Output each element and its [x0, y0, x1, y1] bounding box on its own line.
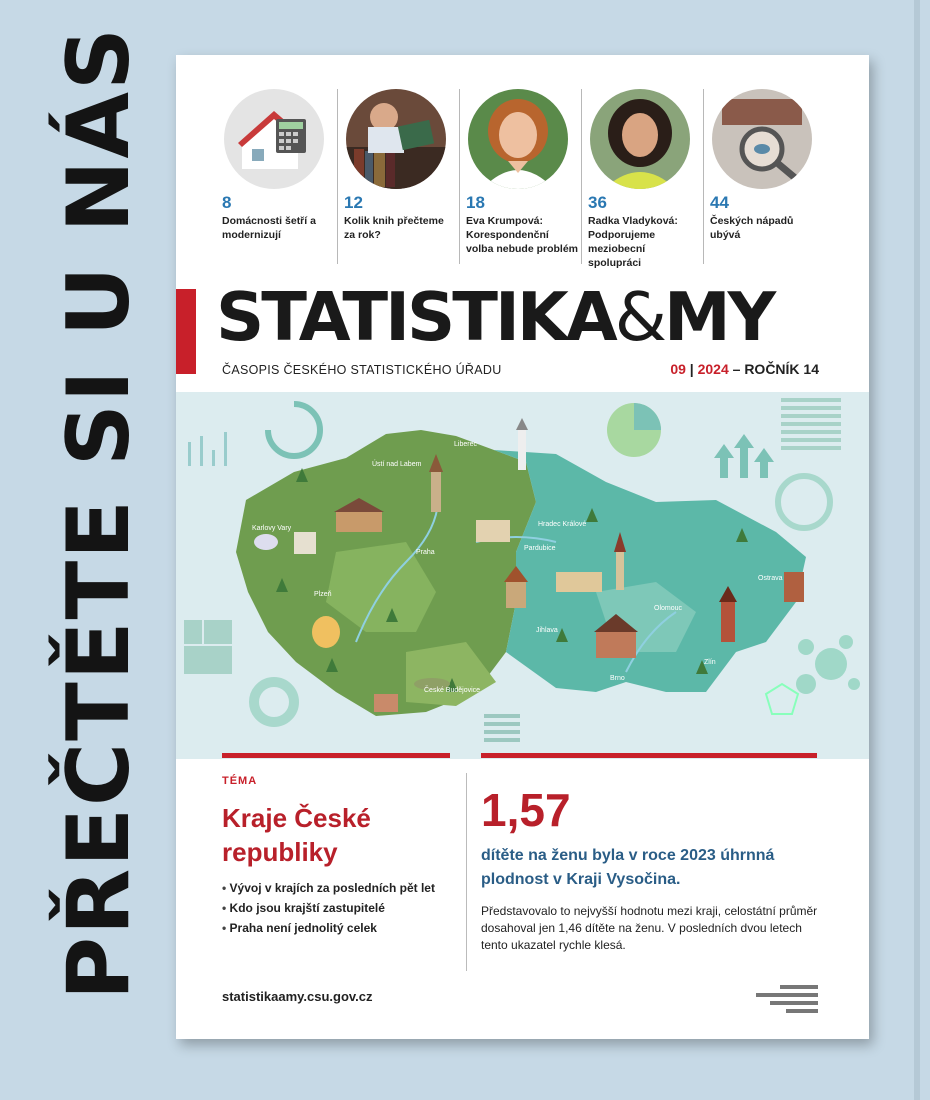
side-banner-text: PŘEČTĚTE SI U NÁS [49, 26, 149, 1000]
magnifier-thumb [712, 89, 812, 189]
teaser-title: Eva Krumpová: Korespondenční volba nebude problém [466, 215, 579, 255]
map-label-karlovy-vary: Karlovy Vary [252, 525, 292, 532]
section-rule-left [222, 753, 450, 758]
map-label-jihlava: Jihlava [536, 627, 558, 634]
section-rule-right [481, 753, 817, 758]
teaser-title: Kolik knih přečteme za rok? [344, 215, 444, 241]
column-divider [466, 773, 467, 971]
teaser-4[interactable] [578, 89, 700, 299]
theme-label: TÉMA [222, 775, 258, 787]
portrait-eva-krumpova-thumb [468, 89, 568, 189]
map-label-budejovice: České Budějovice [424, 687, 481, 694]
issue-info: 09 | 2024 – ROČNÍK 14 [670, 361, 819, 377]
map-label-plzen: Plzeň [314, 591, 332, 598]
teaser-page-number: 36 [588, 193, 607, 212]
map-label-zlin: Zlín [704, 659, 716, 666]
issue-number: 09 [670, 361, 686, 377]
statistic-lead: dítěte na ženu byla v roce 2023 úhrnná plodnost v Kraji Vysočina. [481, 847, 775, 888]
teaser-2[interactable] [334, 89, 456, 299]
czech-map-illustration [176, 392, 869, 759]
magazine-logo [216, 277, 773, 357]
map-label-usti: Ústí nad Labem [372, 461, 422, 468]
logo-ampersand: & [614, 278, 664, 356]
teaser-page-number: 8 [222, 193, 232, 212]
teaser-3[interactable] [456, 89, 578, 299]
theme-bullet: • Praha není jednolitý celek [222, 918, 435, 938]
teaser-title: Českých nápadů ubývá [710, 215, 794, 241]
teaser-page-number: 44 [710, 193, 729, 212]
reading-books-thumb [346, 89, 446, 189]
frame-edge [914, 0, 920, 1100]
teaser-1[interactable] [212, 89, 334, 299]
headline-statistic: 1,57 [481, 784, 571, 836]
masthead-red-bar [176, 289, 196, 374]
map-label-pardubice: Pardubice [524, 545, 556, 552]
teaser-page-number: 12 [344, 193, 363, 212]
teaser-title: Radka Vladyková: Podporujeme meziobecní spolupráci [588, 215, 678, 269]
map-label-ostrava: Ostrava [758, 575, 783, 582]
statistic-body: Představovalo to nejvyšší hodnotu mezi kraji, celostátní průměr dosahoval jen 1,46 dítěte na ženu. V posledních dvou letech tento ukazatel rychle klesá. [481, 904, 818, 952]
teaser-page-number: 18 [466, 193, 485, 212]
issue-year: 2024 [697, 361, 729, 377]
csu-logo-icon [756, 985, 818, 1013]
magazine-subtitle: ČASOPIS ČESKÉHO STATISTICKÉHO ÚŘADU [222, 363, 502, 377]
portrait-radka-vladykova-thumb [590, 89, 690, 189]
teaser-title: Domácnosti šetří a modernizují [222, 215, 316, 241]
issue-volume: – ROČNÍK 14 [732, 361, 819, 377]
map-label-brno: Brno [610, 675, 625, 682]
theme-bullet: • Vývoj v krajích za posledních pět let [222, 878, 435, 898]
logo-end: MY [663, 278, 774, 356]
theme-bullet: • Kdo jsou krajští zastupitelé [222, 898, 435, 918]
magazine-cover[interactable] [176, 55, 869, 1039]
map-label-olomouc: Olomouc [654, 605, 683, 612]
map-label-liberec: Liberec [454, 441, 477, 448]
teaser-5[interactable] [700, 89, 822, 299]
map-svg [176, 392, 869, 759]
map-label-hradec: Hradec Králové [538, 521, 587, 528]
theme-title: Kraje České republiky [222, 803, 371, 867]
logo-main: STATISTIKA [216, 278, 615, 356]
teaser-row [212, 89, 812, 299]
house-calculator-thumb [224, 89, 324, 189]
map-label-praha: Praha [416, 549, 435, 556]
website-url[interactable]: statistikaamy.csu.gov.cz [222, 989, 373, 1004]
theme-bullet-list [222, 878, 435, 938]
